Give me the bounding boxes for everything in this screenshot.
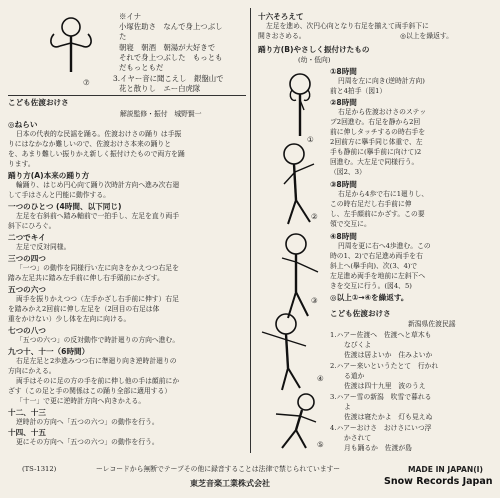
verse-line-6: だもっともだ <box>119 63 164 72</box>
lyric-line-12: 月も踊るか 佐渡が島 <box>344 444 412 452</box>
intro-line-1: 左足を進め、次円心向となり右足を揃えて両手斜下に <box>266 22 429 30</box>
b-step-1-title: ①8時間 <box>330 67 357 76</box>
step-7-line-1: 逆時計の方向へ「五つの六つ」の動作を行う。 <box>16 418 159 426</box>
lyric-line-4: 2.ハアー来いというたとて 行かれ <box>330 362 439 370</box>
fig-number-3: ③ <box>311 296 318 305</box>
verse-line-8: 花と散りし エー白虎隊 <box>119 84 201 93</box>
b-step-3-line-2: この時右足だし右手前に伸 <box>330 200 412 208</box>
dance-figure-7 <box>48 16 94 74</box>
step-4-title: 五つの六つ <box>8 285 46 294</box>
step-4-line-2: を踏みかえ2回前に伸し左足を（2回目の右足は体 <box>8 305 160 313</box>
step-1-line-1: 左足を右斜前へ踏み軸前で一拍手し、左足を直り両手 <box>16 212 180 220</box>
step-2-title: 二つでキイ <box>8 233 46 242</box>
lyric-line-11: かされて <box>344 434 372 442</box>
b-step-4-line-5: きを交互に行う。(図4、5) <box>330 282 412 290</box>
dance-a-heading: 踊り方(A)本来の踊り方 <box>8 171 90 180</box>
dance-figure-4 <box>260 312 316 392</box>
fig-number-4: ④ <box>317 374 324 383</box>
lyric-line-9: 佐渡は寝たかよ 灯も見えぬ <box>344 413 433 421</box>
dance-b-heading: 踊り方(B)やさしく振付けたもの <box>258 45 370 54</box>
lyrics-source: 新潟県佐渡民謡 <box>408 320 456 328</box>
b-step-4-line-3: 斜上へ(擧手向)、次(3、4)で <box>330 262 418 270</box>
b-step-4-line-4: 左足進め両手を地前に左斜下へ <box>330 272 426 280</box>
lyric-line-10: 4.ハアーおけさ おけさにいつ浮 <box>330 424 432 432</box>
b-step-2-line-2: プ2回進む。右足を静から2回 <box>330 118 421 126</box>
step-8-title: 十四、十五 <box>8 428 46 437</box>
lyric-line-6: 佐渡は四十九里 波のうえ <box>344 382 426 390</box>
step-6-title: 九つ十、十一（6時間） <box>8 347 90 356</box>
made-in-label: MADE IN JAPAN(I) <box>408 465 483 474</box>
step-4-line-1: 両手を振りかえつつ（左手かざし右手前に伸す）右足 <box>16 295 179 303</box>
verse-line-2: 小塚佐助さ なんで身上つぶし <box>119 22 223 31</box>
dance-figure-3 <box>278 232 324 320</box>
step-1-line-2: 斜下にひろぐ。 <box>8 222 56 230</box>
b-step-3-line-4: 領で交互に。 <box>330 220 371 228</box>
step-3-line-2: 踏み左足共に踏み左手前に伸し右手頭前にかざす。 <box>8 274 164 282</box>
step-2-line-1: 左足で反対同様。 <box>16 243 71 251</box>
b-step-1-line-2: 前と4拍手（図1） <box>330 87 387 95</box>
intro-line-2: 開きおさめる。 <box>258 32 306 40</box>
lyric-line-3: 佐渡は居よいか 住みよいか <box>344 351 433 359</box>
b-step-2-line-3: 前に伸しタッチするの時右手を <box>330 128 426 136</box>
step-6-line-1: 右足左足と2歩進みつつ右に準廻り向き逆時計廻りの <box>16 357 177 365</box>
b-step-1-line-1: 円周を左に向き(逆時計方向) <box>338 77 425 85</box>
b-step-2-line-4: 2回前方に擧手同じ体重で、左 <box>330 138 423 146</box>
lyric-line-8: よ <box>344 403 351 411</box>
step-5-title: 七つの八つ <box>8 326 46 335</box>
dance-figure-1 <box>282 66 318 138</box>
b-step-2-line-6: 回進む。大左足で同様行う。 <box>330 158 419 166</box>
aim-line-4: ります。 <box>8 160 35 168</box>
credit-line: 解説監修・振付 城野賢一 <box>120 110 202 118</box>
intro-heading: 十六そろえて <box>258 12 304 21</box>
step-5-line-1: 「五つの六つ」の反対動作で時計廻りの方向へ進む。 <box>16 336 180 344</box>
copyright-notice: ーレコードから無断でテープその他に録音することは法律で禁じられていますー <box>96 465 341 473</box>
step-6-line-2: 方向にかえる。 <box>8 367 56 375</box>
company-name: 東芝音楽工業株式会社 <box>190 479 270 488</box>
lyric-line-5: る道か <box>344 372 365 380</box>
step-7-title: 十二、十三 <box>8 408 46 417</box>
step-3-line-1: 「一つ」の動作を同様行い左に向きをかえつつ右足を <box>16 264 179 272</box>
watermark: Snow Records Japan <box>384 476 493 487</box>
step-3-title: 三つの四つ <box>8 254 46 263</box>
verse-line-3: た <box>119 32 127 41</box>
aim-line-2: りにはなかなか難しいので、佐渡おけさ本来の踊りと <box>8 140 171 148</box>
lyric-line-2: なびくよ <box>344 341 372 349</box>
section-title: こども佐渡おけさ <box>8 98 69 107</box>
b-step-4-line-1: 円周を更に右へ4歩進む。この <box>338 242 431 250</box>
section-divider <box>8 95 246 96</box>
lyric-line-1: 1.ハアー佐渡へ 佐渡へと草木も <box>330 331 432 339</box>
b-step-3-line-3: し、左手顔前にかざす。この要 <box>330 210 425 218</box>
b-step-4-title: ④8時間 <box>330 232 357 241</box>
fig-number-5: ⑤ <box>317 440 324 449</box>
dance-b-sub: (幼・低向) <box>298 56 331 64</box>
catalog-number: (TS-1312) <box>22 465 57 473</box>
step-4-line-3: 重をかけない）少し体を左向に向ける。 <box>8 315 131 323</box>
b-step-3-title: ③8時間 <box>330 180 357 189</box>
b-step-2-line-7: （図2、3） <box>330 168 366 176</box>
dance-a-line-1: 輪踊り、はじめ円心向て踊り次時計方向へ進み次右廻 <box>16 181 180 189</box>
b-step-2-line-5: 手も静前に(擧手前に向けて)2 <box>330 148 422 156</box>
fig-number-2: ② <box>311 212 318 221</box>
step-6-line-5: 「十一」で更に逆時計方向へ向きかえる。 <box>16 397 146 405</box>
step-8-line-1: 更にその方向へ「五つの六つ」の動作を行う。 <box>16 438 159 446</box>
verse-line-1: ※イナ <box>119 12 142 21</box>
step-1-title: 一つのひとつ (4時間、以下同じ) <box>8 202 122 211</box>
aim-line-1: 日本の代表的な民謡を踊る。佐渡おけさの踊り は手振 <box>16 130 182 138</box>
step-6-line-3: 両手はそのに足の方の手を前に伸し他の手は顔前にか <box>16 377 180 385</box>
aim-line-3: を、あまり難しい振りかえ新しく振付けたもので両方を踊 <box>8 150 185 158</box>
b-step-3-line-1: 右足から4歩で右に1廻りし、 <box>338 190 429 198</box>
b-step-2-line-1: 右足から佐渡おけさのステッ <box>338 108 427 116</box>
b-step-2-title: ②8時間 <box>330 98 357 107</box>
intro-line-3: ◎以上を繰返す。 <box>400 32 453 40</box>
lyrics-title: こども佐渡おけさ <box>330 309 391 318</box>
verse-line-4: 朝寝 朝酒 朝湯が大好きで <box>119 43 216 52</box>
dance-a-line-2: して手はさんと円能に動作する。 <box>8 191 110 199</box>
dance-figure-5 <box>268 392 324 450</box>
verse-line-5: それで身上つぶした もっとも <box>119 53 223 62</box>
fig-number-1: ① <box>307 135 314 144</box>
fig-number-7: ⑦ <box>83 78 90 87</box>
aim-heading: ◎ねらい <box>8 120 38 129</box>
column-divider <box>250 8 251 453</box>
step-6-line-4: ざす（この足と手の関係はこの踊り全部に適用する） <box>8 387 172 395</box>
repeat-note: ◎以上①→④を繰返す。 <box>330 293 409 302</box>
b-step-4-line-2: 時の1、2)で右足進め両手を右 <box>330 252 423 260</box>
lyric-line-7: 3.ハアー雪の新潟 吹雪で暮れる <box>330 393 432 401</box>
verse-line-7: 3.イヤー音に聞こえし 銀盤山で <box>113 74 224 83</box>
